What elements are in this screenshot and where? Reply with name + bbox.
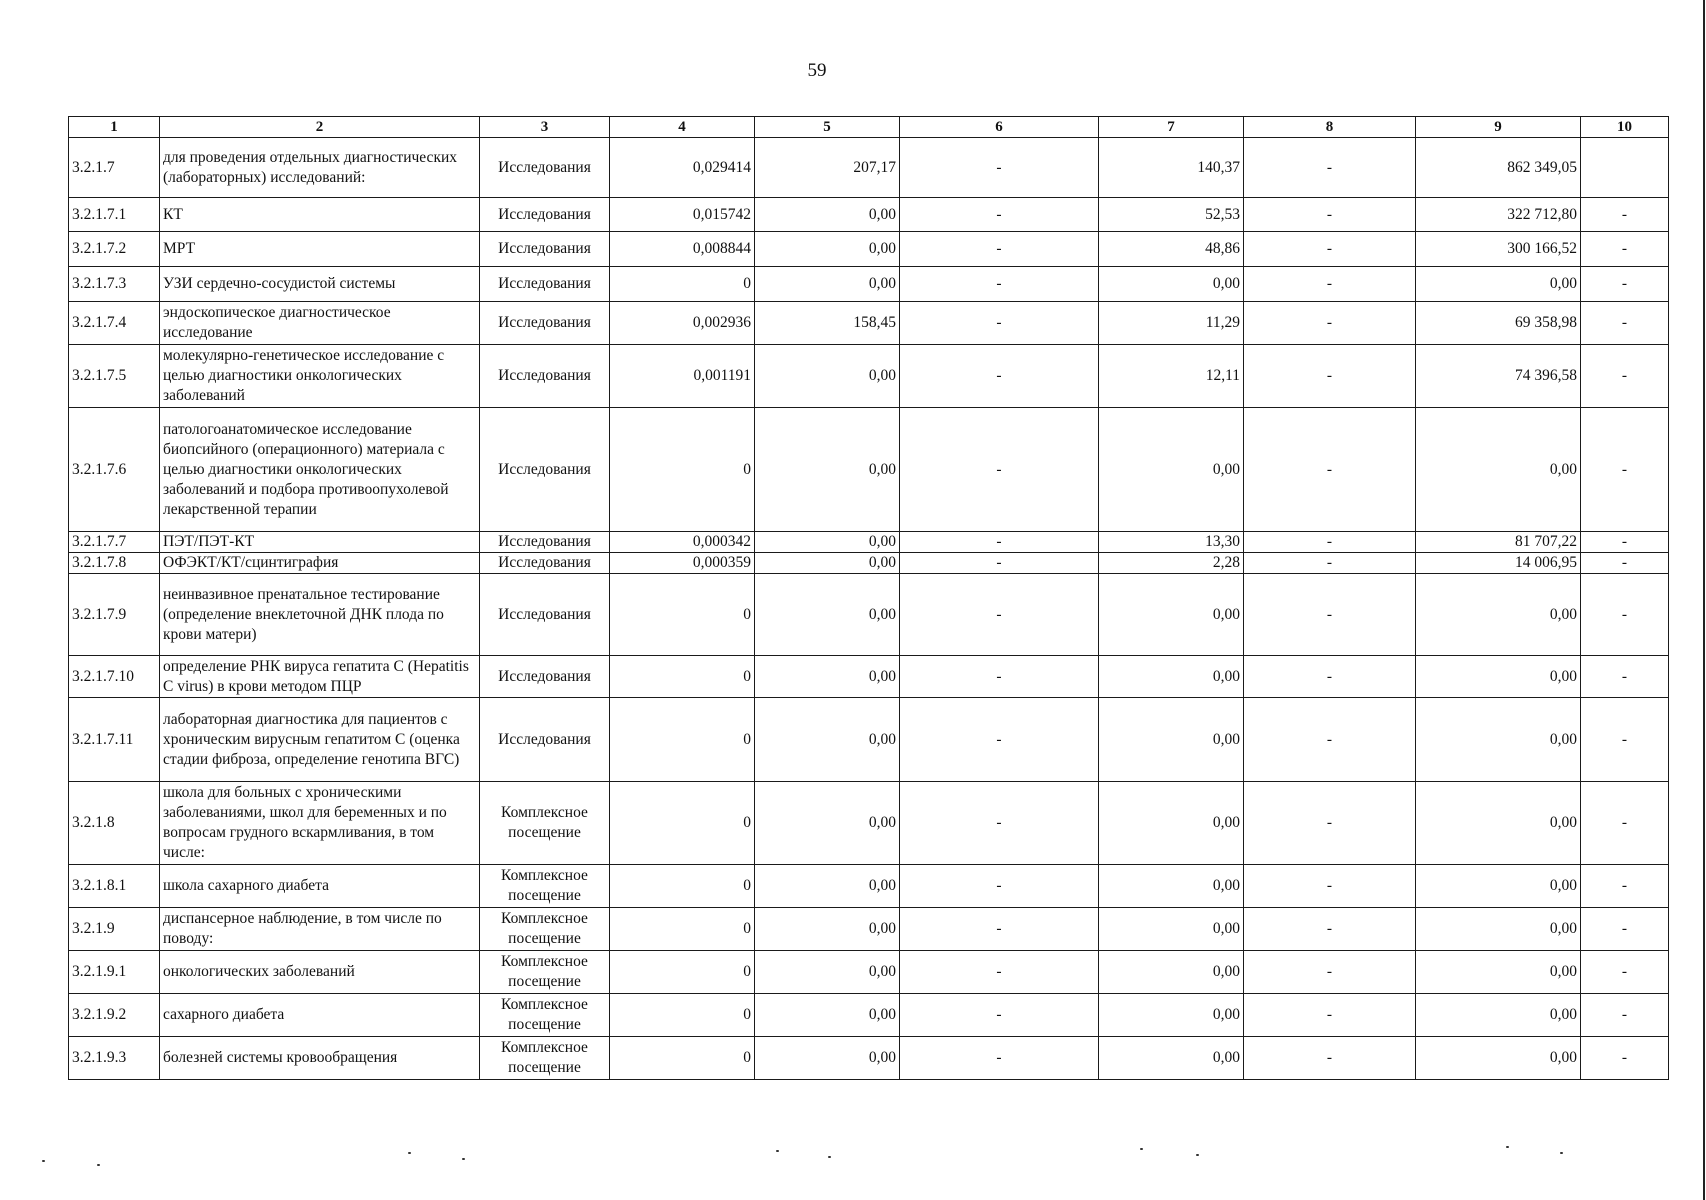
cell-value: 0,00 [755, 574, 900, 656]
table-row [69, 302, 1669, 345]
scan-speck [1560, 1152, 1563, 1154]
cell-value: - [900, 1037, 1099, 1080]
table-row [69, 198, 1669, 232]
cell-value: - [900, 267, 1099, 302]
scan-speck [42, 1160, 45, 1162]
cell-value: - [1244, 951, 1416, 994]
cell-value: 81 707,22 [1416, 532, 1581, 553]
cell-unit: Исследования [480, 232, 610, 267]
cell-code: 3.2.1.7.6 [69, 408, 160, 532]
cell-value: - [900, 345, 1099, 408]
cell-value: - [1244, 865, 1416, 908]
table-row [69, 994, 1669, 1037]
cell-value: - [1581, 267, 1669, 302]
cell-value: - [900, 698, 1099, 782]
cell-value: - [900, 656, 1099, 698]
cell-value: - [900, 232, 1099, 267]
cell-value: - [1244, 698, 1416, 782]
cell-value: - [1244, 267, 1416, 302]
cell-value: 0,00 [1099, 865, 1244, 908]
cell-value: 0,00 [1099, 267, 1244, 302]
page-number: 59 [807, 60, 827, 81]
cell-code: 3.2.1.7.7 [69, 532, 160, 553]
cell-value: 0,00 [755, 908, 900, 951]
cell-unit: Исследования [480, 138, 610, 198]
cell-value: 0 [610, 908, 755, 951]
cell-value: 0,00 [755, 232, 900, 267]
cell-value: - [1244, 994, 1416, 1037]
data-table-container [68, 116, 1668, 1080]
cell-value: 12,11 [1099, 345, 1244, 408]
column-header: 5 [755, 117, 900, 138]
cell-value: - [1244, 1037, 1416, 1080]
table-row [69, 232, 1669, 267]
cell-value: 0,00 [1416, 656, 1581, 698]
cell-value: - [1244, 302, 1416, 345]
cell-value: - [1581, 994, 1669, 1037]
cell-value: - [1244, 138, 1416, 198]
column-header: 3 [480, 117, 610, 138]
cell-name: патологоанатомическое исследование биопсийного (операционного) материала с целью диагностики онкологических заболеваний и подбора противоопухолевой лекарственной терапии [160, 408, 480, 532]
table-row [69, 138, 1669, 198]
cell-value: - [900, 574, 1099, 656]
cell-value: 0,00 [1099, 782, 1244, 865]
cell-name: школа для больных с хроническими заболеваниями, школ для беременных и по вопросам грудного вскармливания, в том числе: [160, 782, 480, 865]
cell-unit: Комплексное посещение [480, 1037, 610, 1080]
cell-value: 0,00 [1416, 782, 1581, 865]
cell-unit: Комплексное посещение [480, 782, 610, 865]
cell-value: 0 [610, 574, 755, 656]
data-table [68, 116, 1669, 1080]
cell-name: КТ [160, 198, 480, 232]
header-row [69, 117, 1669, 138]
cell-value: 0,00 [755, 532, 900, 553]
cell-code: 3.2.1.8 [69, 782, 160, 865]
cell-value: - [1581, 232, 1669, 267]
cell-value: 862 349,05 [1416, 138, 1581, 198]
cell-value: 0 [610, 865, 755, 908]
cell-code: 3.2.1.7.11 [69, 698, 160, 782]
cell-value: 0,00 [1099, 656, 1244, 698]
cell-name: диспансерное наблюдение, в том числе по поводу: [160, 908, 480, 951]
table-row [69, 782, 1669, 865]
table-row [69, 345, 1669, 408]
scan-speck [1196, 1154, 1199, 1156]
cell-value: - [1581, 951, 1669, 994]
cell-value: 0 [610, 698, 755, 782]
cell-unit: Исследования [480, 698, 610, 782]
cell-value: - [900, 782, 1099, 865]
cell-code: 3.2.1.8.1 [69, 865, 160, 908]
cell-value: - [1244, 656, 1416, 698]
cell-name: неинвазивное пренатальное тестирование (определение внеклеточной ДНК плода по крови матери) [160, 574, 480, 656]
cell-name: ОФЭКТ/КТ/сцинтиграфия [160, 553, 480, 574]
cell-value: 0,029414 [610, 138, 755, 198]
cell-value: - [900, 553, 1099, 574]
cell-value: - [900, 138, 1099, 198]
table-row [69, 865, 1669, 908]
cell-code: 3.2.1.9.2 [69, 994, 160, 1037]
cell-unit: Исследования [480, 574, 610, 656]
cell-value: 322 712,80 [1416, 198, 1581, 232]
cell-value: 52,53 [1099, 198, 1244, 232]
cell-name: УЗИ сердечно-сосудистой системы [160, 267, 480, 302]
cell-value: 0 [610, 267, 755, 302]
cell-code: 3.2.1.9.3 [69, 1037, 160, 1080]
cell-code: 3.2.1.7.1 [69, 198, 160, 232]
cell-name: МРТ [160, 232, 480, 267]
cell-value: 0,00 [1416, 908, 1581, 951]
cell-value: 0,002936 [610, 302, 755, 345]
cell-value: 0 [610, 951, 755, 994]
cell-value: - [1581, 782, 1669, 865]
cell-value: 0,00 [1416, 574, 1581, 656]
cell-value: - [900, 865, 1099, 908]
cell-value: 0,001191 [610, 345, 755, 408]
cell-unit: Исследования [480, 532, 610, 553]
cell-value: - [1581, 553, 1669, 574]
column-header: 9 [1416, 117, 1581, 138]
cell-value: 0,00 [755, 408, 900, 532]
scan-speck [97, 1164, 100, 1166]
scan-speck [776, 1150, 779, 1152]
cell-value: - [1244, 782, 1416, 865]
cell-value: - [900, 951, 1099, 994]
cell-value: 0,000359 [610, 553, 755, 574]
cell-name: школа сахарного диабета [160, 865, 480, 908]
cell-value: - [1244, 532, 1416, 553]
cell-value: 0,00 [1416, 865, 1581, 908]
cell-unit: Комплексное посещение [480, 865, 610, 908]
cell-value: 0,00 [755, 553, 900, 574]
cell-value: - [1244, 908, 1416, 951]
cell-unit: Исследования [480, 553, 610, 574]
cell-name: сахарного диабета [160, 994, 480, 1037]
cell-value: 0,00 [755, 1037, 900, 1080]
cell-value: 0,00 [755, 345, 900, 408]
scan-speck [828, 1156, 831, 1158]
cell-value: 0,00 [1416, 951, 1581, 994]
cell-value: 0,00 [755, 698, 900, 782]
table-row [69, 532, 1669, 553]
cell-unit: Исследования [480, 267, 610, 302]
cell-value: 207,17 [755, 138, 900, 198]
cell-unit: Исследования [480, 198, 610, 232]
cell-unit: Исследования [480, 345, 610, 408]
cell-code: 3.2.1.9.1 [69, 951, 160, 994]
cell-value: 0,00 [1099, 408, 1244, 532]
column-header: 6 [900, 117, 1099, 138]
cell-value: 158,45 [755, 302, 900, 345]
cell-code: 3.2.1.7.3 [69, 267, 160, 302]
cell-value: 0,00 [755, 951, 900, 994]
cell-value: 13,30 [1099, 532, 1244, 553]
cell-code: 3.2.1.9 [69, 908, 160, 951]
cell-value: - [1581, 865, 1669, 908]
cell-value: 0,008844 [610, 232, 755, 267]
cell-value: 74 396,58 [1416, 345, 1581, 408]
cell-value: 0,000342 [610, 532, 755, 553]
cell-value: 0,00 [755, 994, 900, 1037]
cell-code: 3.2.1.7.10 [69, 656, 160, 698]
cell-value: 11,29 [1099, 302, 1244, 345]
cell-value: - [1581, 908, 1669, 951]
cell-value: 2,28 [1099, 553, 1244, 574]
cell-value: 0,00 [755, 656, 900, 698]
cell-value: 0,00 [1099, 908, 1244, 951]
cell-code: 3.2.1.7.5 [69, 345, 160, 408]
cell-unit: Исследования [480, 408, 610, 532]
cell-value: - [1244, 345, 1416, 408]
cell-value: - [1581, 302, 1669, 345]
cell-value: - [1244, 408, 1416, 532]
cell-value: 0,00 [755, 782, 900, 865]
cell-unit: Комплексное посещение [480, 951, 610, 994]
cell-value: 0 [610, 1037, 755, 1080]
cell-value: - [1244, 232, 1416, 267]
cell-value: - [900, 908, 1099, 951]
cell-value: 0 [610, 782, 755, 865]
cell-name: болезней системы кровообращения [160, 1037, 480, 1080]
column-header: 1 [69, 117, 160, 138]
cell-value: 69 358,98 [1416, 302, 1581, 345]
cell-value: 0,00 [1416, 267, 1581, 302]
cell-value: 140,37 [1099, 138, 1244, 198]
table-row [69, 574, 1669, 656]
cell-value: 14 006,95 [1416, 553, 1581, 574]
cell-unit: Исследования [480, 656, 610, 698]
cell-value [1581, 138, 1669, 198]
cell-value: 0 [610, 656, 755, 698]
column-header: 2 [160, 117, 480, 138]
cell-value: - [900, 408, 1099, 532]
cell-value: 0,00 [1416, 1037, 1581, 1080]
scan-speck [1506, 1146, 1509, 1148]
cell-value: 48,86 [1099, 232, 1244, 267]
cell-value: 0,00 [1099, 698, 1244, 782]
scan-edge [1703, 0, 1705, 1200]
cell-value: 0 [610, 408, 755, 532]
scan-speck [408, 1152, 411, 1154]
column-header: 8 [1244, 117, 1416, 138]
cell-name: эндоскопическое диагностическое исследование [160, 302, 480, 345]
cell-value: 0,015742 [610, 198, 755, 232]
cell-value: 0 [610, 994, 755, 1037]
cell-name: определение РНК вируса гепатита С (Hepatitis C virus) в крови методом ПЦР [160, 656, 480, 698]
column-header: 7 [1099, 117, 1244, 138]
table-row [69, 656, 1669, 698]
cell-value: 300 166,52 [1416, 232, 1581, 267]
cell-unit: Комплексное посещение [480, 908, 610, 951]
cell-value: - [1581, 574, 1669, 656]
cell-value: 0,00 [755, 198, 900, 232]
cell-value: 0,00 [755, 865, 900, 908]
cell-unit: Исследования [480, 302, 610, 345]
table-row [69, 951, 1669, 994]
cell-value: 0,00 [1099, 951, 1244, 994]
cell-value: - [1581, 1037, 1669, 1080]
cell-value: - [900, 994, 1099, 1037]
table-row [69, 1037, 1669, 1080]
column-header: 4 [610, 117, 755, 138]
cell-value: - [1581, 698, 1669, 782]
cell-name: онкологических заболеваний [160, 951, 480, 994]
cell-value: 0,00 [1099, 994, 1244, 1037]
cell-value: 0,00 [1099, 1037, 1244, 1080]
cell-code: 3.2.1.7 [69, 138, 160, 198]
scan-speck [1140, 1148, 1143, 1150]
cell-code: 3.2.1.7.8 [69, 553, 160, 574]
table-row [69, 408, 1669, 532]
cell-value: - [1244, 553, 1416, 574]
table-row [69, 267, 1669, 302]
column-header: 10 [1581, 117, 1669, 138]
table-row [69, 553, 1669, 574]
cell-name: для проведения отдельных диагностических (лабораторных) исследований: [160, 138, 480, 198]
cell-value: - [1581, 656, 1669, 698]
cell-code: 3.2.1.7.2 [69, 232, 160, 267]
cell-name: лабораторная диагностика для пациентов с хроническим вирусным гепатитом С (оценка стадии фиброза, определение генотипа ВГС) [160, 698, 480, 782]
cell-value: 0,00 [1416, 994, 1581, 1037]
cell-code: 3.2.1.7.4 [69, 302, 160, 345]
cell-value: - [1581, 408, 1669, 532]
cell-value: - [1244, 574, 1416, 656]
cell-value: 0,00 [755, 267, 900, 302]
cell-unit: Комплексное посещение [480, 994, 610, 1037]
cell-value: 0,00 [1416, 408, 1581, 532]
cell-value: - [900, 532, 1099, 553]
table-row [69, 698, 1669, 782]
cell-value: 0,00 [1099, 574, 1244, 656]
cell-code: 3.2.1.7.9 [69, 574, 160, 656]
cell-value: - [1581, 345, 1669, 408]
table-row [69, 908, 1669, 951]
scan-speck [462, 1158, 465, 1160]
cell-value: - [1581, 198, 1669, 232]
cell-name: ПЭТ/ПЭТ-КТ [160, 532, 480, 553]
cell-value: - [900, 302, 1099, 345]
cell-value: - [1581, 532, 1669, 553]
cell-name: молекулярно-генетическое исследование с целью диагностики онкологических заболеваний [160, 345, 480, 408]
cell-value: - [1244, 198, 1416, 232]
cell-value: - [900, 198, 1099, 232]
cell-value: 0,00 [1416, 698, 1581, 782]
